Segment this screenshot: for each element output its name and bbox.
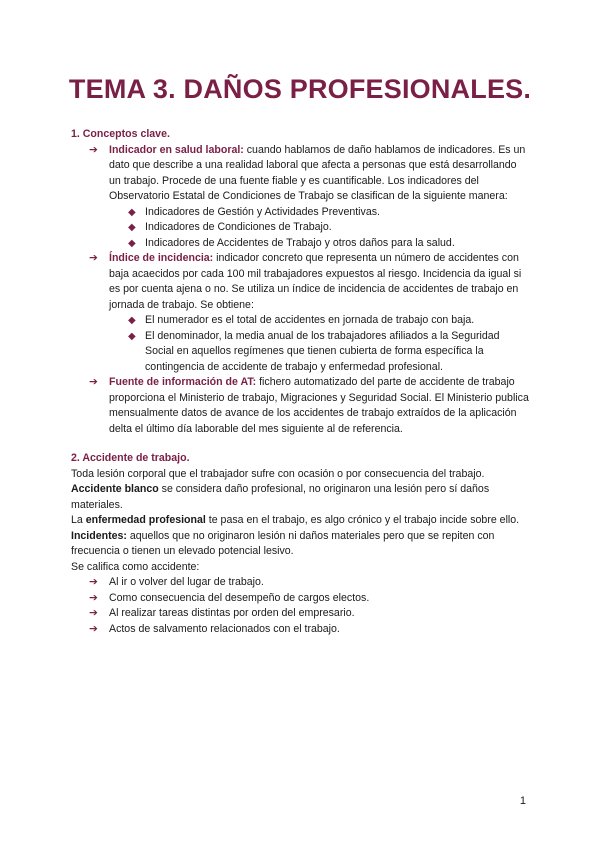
section-2-heading: 2. Accidente de trabajo. [71, 452, 190, 464]
diamond-bullet-icon: ◆ [128, 237, 136, 249]
enfermedad-term: enfermedad profesional [85, 514, 206, 526]
sub-item-text: El denominador, la media anual de los trabajadores afiliados a la Seguridad Social en aquellos regímenes que tienen cubierta de forma específica la contingencia de accidente de trabajo y enfermedad profesional. [145, 329, 500, 373]
accident-type-text: Al realizar tareas distintas por orden del empresario. [109, 607, 355, 619]
arrow-bullet-icon: ➔ [89, 252, 98, 264]
sub-item-text: Indicadores de Gestión y Actividades Preventivas. [145, 205, 380, 218]
califica-paragraph: Se califica como accidente: [71, 560, 200, 573]
concept-text: cuando hablamos de daño hablamos de indicadores. Es un dato que describe a una realidad laboral que afecta a personas que está desarrollando un trabajo. Procede de una fuente fiable y es cuantificable. Los indicadores del Observatorio Estatal de Condiciones de Trabajo se clasifican de la siguiente manera: [109, 143, 526, 202]
sub-list-item [71, 236, 531, 252]
concept-term: Fuente de información de AT: [109, 376, 257, 388]
page-title: TEMA 3. DAÑOS PROFESIONALES. [68, 74, 532, 104]
incidentes-text: aquellos que no originaron lesión ni daños materiales pero que se repiten con frecuencia o tienen un elevado potencial lesivo. [71, 529, 495, 557]
accident-type-item [71, 575, 531, 591]
accident-type-text: Al ir o volver del lugar de trabajo. [109, 576, 264, 588]
accident-type-text: Como consecuencia del desempeño de cargos electos. [109, 591, 370, 604]
sub-list-item [71, 220, 531, 236]
definition-paragraph: Toda lesión corporal que el trabajador sufre con ocasión o por consecuencia del trabajo. [71, 467, 485, 480]
accidente-blanco-text: se considera daño profesional, no originaron una lesión pero sí daños materiales. [71, 483, 490, 511]
sub-item-text: Indicadores de Condiciones de Trabajo. [145, 221, 332, 233]
concept-item [71, 251, 531, 313]
concept-text: indicador concreto que representa un número de accidentes con baja acaecidos por cada 100 mil trabajadores expuestos al riesgo. Incidencia da igual si es por cuenta ajena o no. Se utiliza un índice de incidencia de accidentes de trabajo en jornada de trabajo. Se obtiene: [109, 252, 522, 311]
concept-term: Índice de incidencia: [109, 252, 214, 264]
arrow-bullet-icon: ➔ [89, 607, 98, 619]
diamond-bullet-icon: ◆ [128, 222, 136, 233]
accident-type-item [71, 622, 531, 638]
section-spacer [71, 437, 531, 451]
sub-list-item [71, 329, 531, 376]
concept-term: Indicador en salud laboral: [109, 143, 244, 156]
sub-list-item [71, 313, 531, 329]
accident-type-item [71, 606, 531, 622]
arrow-bullet-icon: ➔ [89, 143, 98, 156]
concept-text: fichero automatizado del parte de accidente de trabajo proporciona el Ministerio de trabajo, Migraciones y Seguridad Social. El Ministerio publica mensualmente datos de avance de los accidentes de trabajo extraídos de la aplicación delta el último día laborable del mes siguiente al de referencia. [109, 376, 529, 435]
arrow-bullet-icon: ➔ [89, 622, 98, 635]
concept-item [71, 143, 531, 205]
arrow-bullet-icon: ➔ [89, 591, 98, 604]
sub-item-text: Indicadores de Accidentes de Trabajo y otros daños para la salud. [145, 236, 455, 249]
sub-item-text: El numerador es el total de accidentes en jornada de trabajo con baja. [145, 314, 475, 326]
incidentes-term: Incidentes: [71, 529, 127, 542]
sub-list-item [71, 205, 531, 221]
section-1-heading: 1. Conceptos clave. [71, 128, 170, 140]
concept-item [71, 375, 531, 437]
accidente-blanco-paragraph [71, 482, 531, 513]
page-number: 1 [519, 795, 526, 807]
accident-type-item [71, 591, 531, 607]
enfermedad-profesional-paragraph [71, 513, 531, 529]
diamond-bullet-icon: ◆ [128, 206, 136, 218]
incidentes-paragraph [71, 529, 531, 560]
accident-type-text: Actos de salvamento relacionados con el trabajo. [109, 622, 340, 635]
arrow-bullet-icon: ➔ [89, 576, 98, 588]
arrow-bullet-icon: ➔ [89, 376, 98, 388]
diamond-bullet-icon: ◆ [128, 330, 136, 342]
accidente-blanco-term: Accidente blanco [71, 483, 159, 495]
enfermedad-prefix: La [71, 514, 86, 526]
document-body [71, 127, 531, 637]
enfermedad-text: te pasa en el trabajo, es algo crónico y el trabajo incide sobre ello. [205, 514, 520, 526]
diamond-bullet-icon: ◆ [128, 315, 136, 326]
